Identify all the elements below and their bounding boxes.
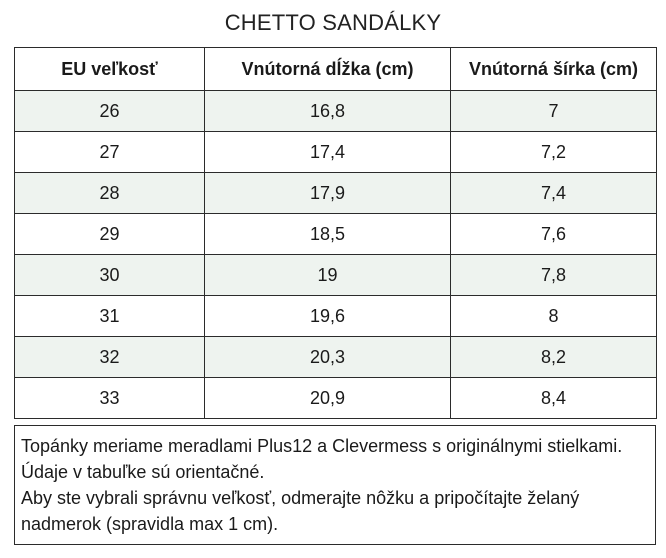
cell-inner-width: 8	[451, 296, 657, 337]
cell-eu-size: 28	[15, 173, 205, 214]
cell-inner-width: 7	[451, 91, 657, 132]
cell-eu-size: 26	[15, 91, 205, 132]
cell-inner-width: 8,2	[451, 337, 657, 378]
cell-inner-length: 17,4	[205, 132, 451, 173]
table-row	[15, 337, 657, 378]
cell-inner-width: 7,2	[451, 132, 657, 173]
size-table	[14, 47, 657, 419]
table-row	[15, 255, 657, 296]
measurement-note	[14, 425, 656, 545]
table-row	[15, 173, 657, 214]
cell-inner-length: 20,3	[205, 337, 451, 378]
note-line-measuring: Topánky meriame meradlami Plus12 a Clevermess s originálnymi stielkami. Údaje v tabuľke sú orientačné.	[21, 436, 623, 482]
page-title: CHETTO SANDÁLKY	[224, 10, 442, 35]
cell-inner-width: 8,4	[451, 378, 657, 419]
cell-inner-length: 17,9	[205, 173, 451, 214]
cell-eu-size: 31	[15, 296, 205, 337]
cell-inner-width: 7,4	[451, 173, 657, 214]
cell-inner-length: 16,8	[205, 91, 451, 132]
note-line-advice: Aby ste vybrali správnu veľkosť, odmerajte nôžku a pripočítajte želaný nadmerok (spravidla max 1 cm).	[21, 488, 580, 534]
cell-eu-size: 29	[15, 214, 205, 255]
table-row	[15, 296, 657, 337]
cell-eu-size: 30	[15, 255, 205, 296]
cell-eu-size: 32	[15, 337, 205, 378]
cell-eu-size: 27	[15, 132, 205, 173]
table-row	[15, 378, 657, 419]
table-row	[15, 91, 657, 132]
cell-inner-length: 20,9	[205, 378, 451, 419]
cell-inner-width: 7,6	[451, 214, 657, 255]
table-row	[15, 214, 657, 255]
cell-inner-length: 18,5	[205, 214, 451, 255]
cell-inner-length: 19	[205, 255, 451, 296]
cell-inner-width: 7,8	[451, 255, 657, 296]
header-inner-length: Vnútorná dĺžka (cm)	[205, 48, 451, 91]
header-inner-width: Vnútorná šírka (cm)	[451, 48, 657, 91]
table-row	[15, 132, 657, 173]
cell-inner-length: 19,6	[205, 296, 451, 337]
cell-eu-size: 33	[15, 378, 205, 419]
header-eu-size: EU veľkosť	[15, 48, 205, 91]
table-header-row	[15, 48, 657, 91]
